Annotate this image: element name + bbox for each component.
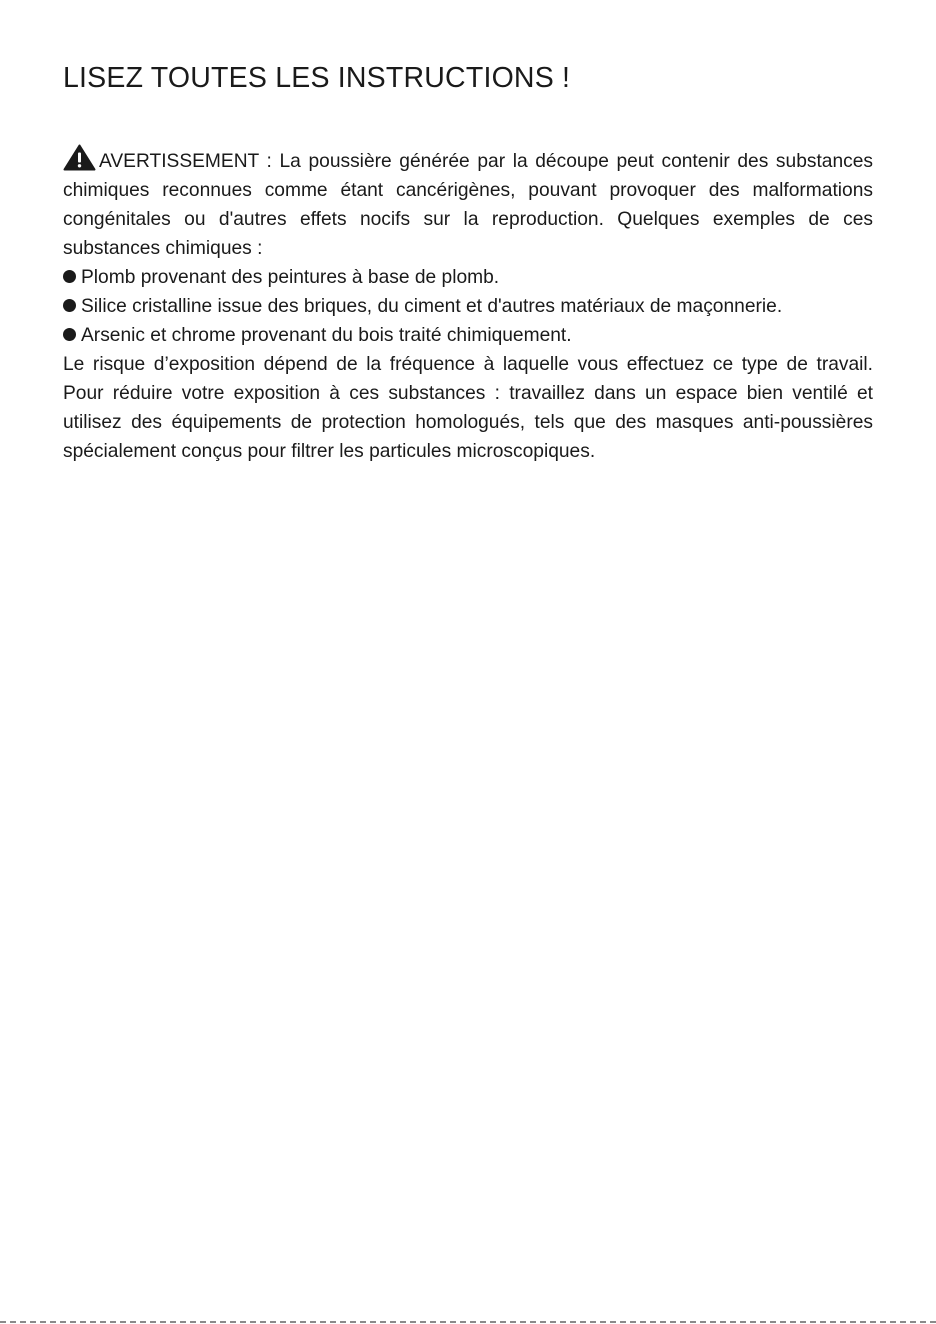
bullet-icon (63, 299, 76, 312)
document-page (63, 58, 873, 466)
list-item-text: Silice cristalline issue des briques, du ciment et d'autres matériaux de maçonnerie. (81, 296, 783, 317)
list-item-text: Arsenic et chrome provenant du bois traité chimiquement. (81, 325, 572, 346)
warning-section (63, 144, 873, 466)
list-item (63, 321, 873, 350)
list-item (63, 292, 873, 321)
page-title: LISEZ TOUTES LES INSTRUCTIONS ! (63, 62, 571, 94)
warning-text: AVERTISSEMENT : La poussière générée par la découpe peut contenir des substances chimiques reconnues comme étant cancérigènes, pouvant provoquer des malformations congénitales ou d'autres effets nocifs sur la reproduction. Quelques exemples de ces substances chimiques : (63, 151, 873, 259)
warning-triangle-icon (63, 144, 96, 171)
warning-paragraph (63, 144, 873, 263)
exposure-paragraph: Le risque d’exposition dépend de la fréquence à laquelle vous effectuez ce type de travail. Pour réduire votre exposition à ces substances : travaillez dans un espace bien ventilé et utilisez des équipements de protection homologués, tels que des masques anti-poussières spécialement conçus pour filtrer les particules microscopiques. (63, 354, 873, 462)
list-item (63, 263, 873, 292)
page-edge-divider (0, 1321, 936, 1323)
bullet-icon (63, 328, 76, 341)
bullet-icon (63, 270, 76, 283)
substance-list (63, 263, 873, 350)
list-item-text: Plomb provenant des peintures à base de plomb. (81, 267, 500, 288)
